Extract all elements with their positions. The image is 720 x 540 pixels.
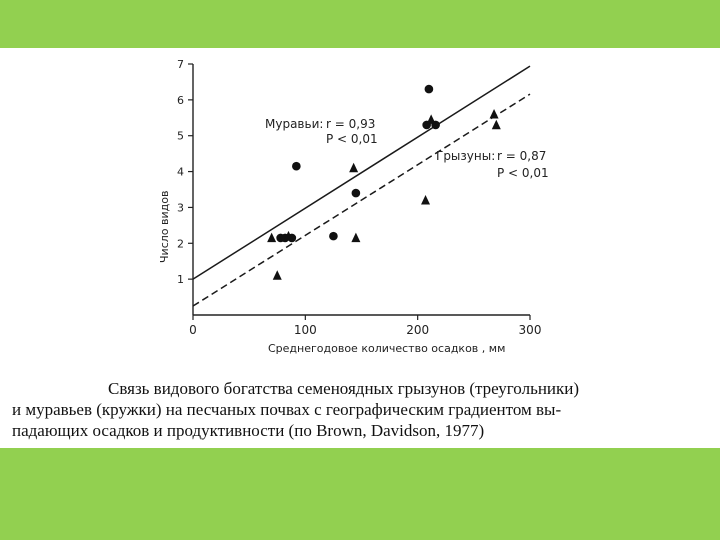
caption-line-3: падающих осадков и продуктивности (по Brown, Davidson, 1977) bbox=[12, 421, 485, 440]
rodent-data-point bbox=[421, 195, 430, 205]
x-tick-label: 0 bbox=[189, 323, 197, 337]
ants-annotation-label: Муравьи: bbox=[265, 117, 324, 131]
ants-regression-line bbox=[193, 66, 530, 279]
slide-panel bbox=[0, 48, 720, 448]
ant-data-point bbox=[352, 189, 361, 198]
y-axis-label: Число видов bbox=[158, 190, 171, 263]
y-tick-label: 4 bbox=[177, 165, 184, 179]
data-points bbox=[267, 85, 501, 280]
caption-line-2: и муравьев (кружки) на песчаных почвах с географическим градиентом вы- bbox=[12, 400, 562, 419]
y-tick-label: 5 bbox=[177, 129, 184, 143]
chart-axes bbox=[193, 64, 530, 315]
y-tick-label: 6 bbox=[177, 93, 184, 107]
regression-lines bbox=[193, 66, 530, 306]
y-tick-label: 7 bbox=[177, 58, 184, 71]
rodent-data-point bbox=[427, 114, 436, 124]
chart-ticks bbox=[177, 58, 541, 337]
ant-data-point bbox=[329, 232, 338, 241]
scatter-chart bbox=[0, 48, 720, 378]
rodent-data-point bbox=[273, 270, 282, 280]
rodents-annotation-label: Грызуны: bbox=[436, 149, 496, 163]
rodents-annotation-p: P < 0,01 bbox=[497, 166, 549, 180]
x-tick-label: 100 bbox=[293, 323, 317, 337]
ants-annotation-r: r = 0,93 bbox=[326, 117, 376, 131]
caption-line-1: Связь видового богатства семеноядных грызунов (треугольники) bbox=[108, 379, 580, 398]
x-axis-label: Среднегодовое количество осадков , мм bbox=[268, 342, 506, 355]
rodent-data-point bbox=[490, 109, 499, 119]
x-tick-label: 300 bbox=[518, 323, 542, 337]
rodent-data-point bbox=[492, 120, 501, 130]
y-tick-label: 1 bbox=[177, 273, 184, 287]
rodent-data-point bbox=[351, 233, 360, 243]
x-tick-label: 200 bbox=[406, 323, 430, 337]
rodent-data-point bbox=[267, 233, 276, 243]
y-tick-label: 2 bbox=[177, 237, 184, 251]
y-tick-label: 3 bbox=[177, 201, 184, 215]
ants-annotation-p: P < 0,01 bbox=[326, 132, 378, 146]
ant-data-point bbox=[292, 162, 301, 171]
rodent-data-point bbox=[349, 163, 358, 173]
ant-data-point bbox=[425, 85, 434, 94]
figure-caption bbox=[12, 378, 708, 441]
rodents-annotation-r: r = 0,87 bbox=[497, 149, 547, 163]
